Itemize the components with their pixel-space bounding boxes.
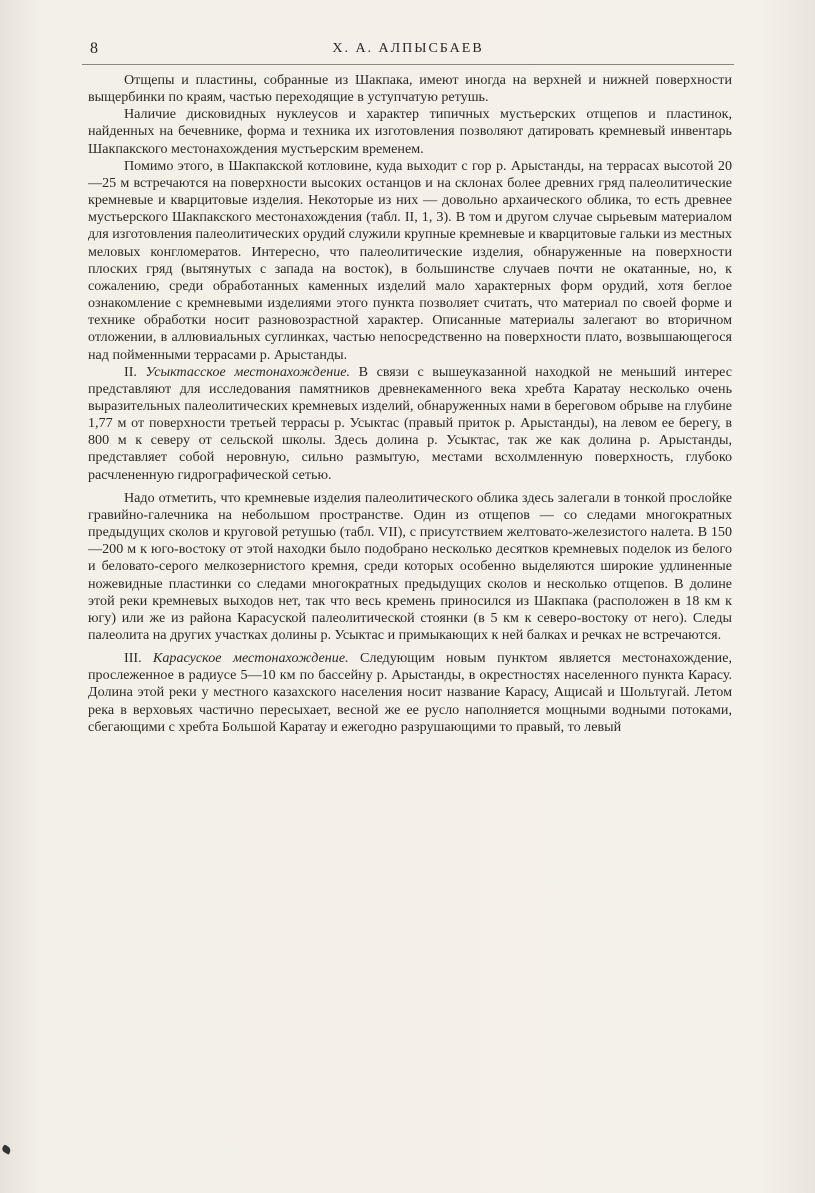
paragraph	[88, 72, 732, 106]
section-title: Карасуское местонахождение.	[153, 650, 361, 667]
paragraph-text: Следующим новым пунктом является местонахождение, прослеженное в радиусе 5—10 км по бассейну р. Арыстанды, в окрестностях населенного пункта Карасу. Долина этой реки у местного казахского населения носит название Карасу, Ащисай и Шольтугай. Летом река в верховьях частично пересыхает, весной же ее русло наполняется мощными водными потоками, сбегающими с хребта Большой Каратау и ежегодно разрушающими то правый, то левый	[88, 650, 732, 735]
running-title: Х. А. АЛПЫСБАЕВ	[332, 41, 484, 56]
header-rule	[82, 64, 734, 65]
section-number: II.	[124, 363, 146, 380]
paragraph-text: Надо отметить, что кремневые изделия палеолитического облика здесь залегали в тонкой прослойке гравийно-галечника на небольшом пространстве. Один из отщепов — со следами многократных предыдущих сколов и круговой ретушью (табл. VII), с присутствием желтовато-железистого налета. В 150—200 м к юго-востоку от этой находки было подобрано несколько десятков кремневых поделок из белого и беловато-серого мелкозернистого кремня, среди которых особенно выделяются широкие удлиненные ножевидные пластинки со следами многократных предыдущих сколов и несколько отщепов. В долине этой реки кремневых выходов нет, так что весь кремень приносился из Шакпака (расположен в 18 км к югу) или же из района Карасуской палеолитической стоянки (в 5 км к северо-востоку от него). Следы палеолита на других участках долины р. Усыктас и примыкающих к ней балках и речках не встречаются.	[88, 489, 732, 643]
paragraph	[88, 650, 732, 736]
paragraph-text: Отщепы и пластины, собранные из Шакпака, имеют иногда на верхней и нижней поверхности выщербинки по краям, частью переходящие в уступчатую ретушь.	[88, 72, 732, 106]
paragraph	[88, 106, 732, 157]
page-header	[82, 40, 734, 64]
paragraph-text: Помимо этого, в Шакпакской котловине, куда выходит с гор р. Арыстанды, на террасах высотой 20—25 м встречаются на поверхности высоких останцов и на склонах более древних гряд палеолитические кремневые и кварцитовые изделия. Некоторые из них — довольно архаического облика, то есть древнее мустьерского Шакпакского местонахождения (табл. II, 1, 3). В том и другом случае сырьевым материалом для изготовления палеолитических орудий служили крупные кремневые и кварцитовые гальки из местных меловых конгломератов. Интересно, что палеолитические изделия, обнаруженные на поверхности плоских гряд (вытянутых с запада на восток), в большинстве случаев почти не окатанные, но, к сожалению, среди обработанных каменных изделий мало характерных форм орудий, хотя беглое ознакомление с кремневыми изделиями этого пункта позволяет считать, что материал по своей форме и технике обработки носит разновозрастной характер. Описанные материалы залегают во вторичном отложении, в аллювиальных суглинках, частью непосредственно на поверхности плато, возвышающегося над пойменными террасами р. Арыстанды.	[88, 157, 732, 363]
paragraph	[88, 490, 732, 644]
paragraph-text: В связи с вышеуказанной находкой не меньший интерес представляют для исследования памятников древнекаменного века хребта Каратау несколько очень выразительных палеолитических кремневых изделий, обнаруженных нами в береговом обрыве на глубине 1,77 м от поверхности третьей террасы р. Усыктас (правый приток р. Арыстанды), на левом ее берегу, в 800 м к северу от сельской школы. Здесь долина р. Усыктас, так же как долина р. Арыстанды, представляет собой неровную, сильно размытую, местами всхолмленную поверхность, глубоко расчлененную гидрографической сетью.	[88, 363, 732, 483]
page-number: 8	[90, 40, 98, 57]
scan-speck	[1, 1144, 12, 1155]
paragraph-text: Наличие дисковидных нуклеусов и характер типичных мустьерских отщепов и пластинок, найденных на бечевнике, форма и техника их изготовления позволяют датировать кремневый инвентарь Шакпакского местонахождения мустьерским временем.	[88, 106, 732, 157]
section-title: Усыктасское местонахождение.	[145, 363, 359, 380]
section-number: III.	[124, 650, 154, 667]
body-text	[88, 72, 732, 736]
paragraph	[88, 364, 732, 484]
paragraph	[88, 158, 732, 364]
